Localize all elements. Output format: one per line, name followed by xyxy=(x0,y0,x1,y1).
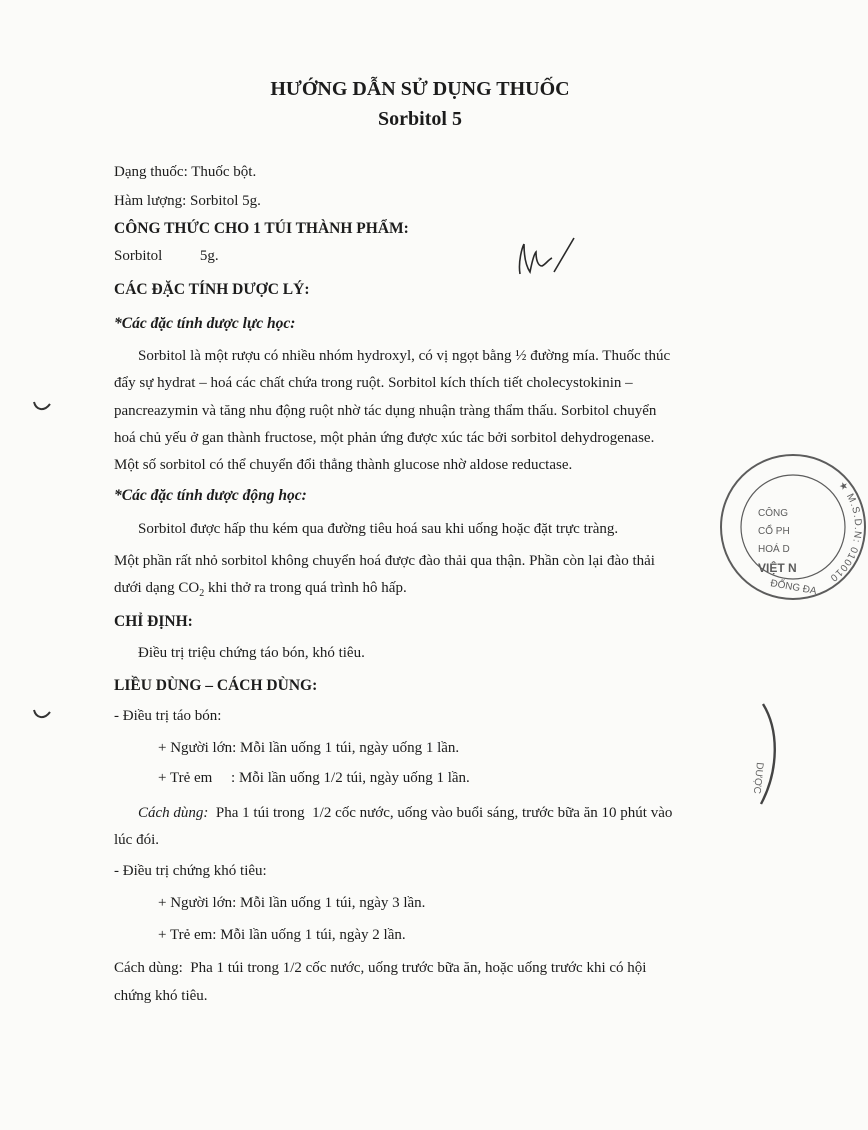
pd-line: hoá chủ yếu ở gan thành fructose, một phản ứng được xúc tác bởi sorbitol dehydrogenase. xyxy=(114,430,655,446)
pharmacokinetics-heading: *Các đặc tính dược động học: xyxy=(114,487,307,504)
pd-line: pancreazymin và tăng nhu động ruột nhờ tác dụng nhuận tràng thẩm thấu. Sorbitol chuyển xyxy=(114,403,657,419)
punch-hole-mark xyxy=(32,706,52,722)
punch-hole-mark xyxy=(32,398,52,414)
document-title: HƯỚNG DẪN SỬ DỤNG THUỐC xyxy=(270,78,570,100)
svg-text:DƯỢC: DƯỢC xyxy=(750,761,765,795)
pk-line: Một phần rất nhỏ sorbitol không chuyển hoá được đào thải qua thận. Phần còn lại đào thải xyxy=(114,553,655,569)
dyspepsia-label: - Điều trị chứng khó tiêu: xyxy=(114,863,267,879)
indication-heading: CHỈ ĐỊNH: xyxy=(114,613,193,630)
margin-seal xyxy=(735,700,785,810)
constipation-adult: + Người lớn: Mỗi lần uống 1 túi, ngày uống 1 lần. xyxy=(158,740,460,756)
svg-text:CỔ PH: CỔ PH xyxy=(758,526,790,537)
pharmacology-heading: CÁC ĐẶC TÍNH DƯỢC LÝ: xyxy=(114,281,310,298)
pd-line: đẩy sự hydrat – hoá các chất chứa trong ruột. Sorbitol kích thích tiết cholecystokinin – xyxy=(114,375,633,391)
company-stamp xyxy=(718,452,868,602)
svg-text:CÔNG: CÔNG xyxy=(758,508,788,519)
pd-line: Một số sorbitol có thể chuyển đổi thẳng thành glucose nhờ aldose reductase. xyxy=(114,457,573,473)
dyspepsia-usage: Cách dùng: Pha 1 túi trong 1/2 cốc nước, uống trước bữa ăn, hoặc uống trước khi có hội xyxy=(114,960,647,976)
pk-line-co2: dưới dạng $CO_2$ khi thở ra trong quá trình hô hấp. xyxy=(114,580,407,599)
document-subtitle: Sorbitol 5 xyxy=(378,108,462,130)
dyspepsia-adult: + Người lớn: Mỗi lần uống 1 túi, ngày 3 lần. xyxy=(158,895,426,911)
pd-line: Sorbitol là một rượu có nhiều nhóm hydroxyl, có vị ngọt bằng ½ đường mía. Thuốc thúc xyxy=(138,348,671,364)
dosage-heading: LIỀU DÙNG – CÁCH DÙNG: xyxy=(114,677,318,694)
composition-heading: CÔNG THỨC CHO 1 TÚI THÀNH PHẨM: xyxy=(114,220,409,237)
indication-text: Điều trị triệu chứng táo bón, khó tiêu. xyxy=(138,645,365,661)
composition-line: Sorbitol 5g. xyxy=(114,248,219,264)
pk-line: Sorbitol được hấp thu kém qua đường tiêu hoá sau khi uống hoặc đặt trực tràng. xyxy=(138,521,619,537)
constipation-usage-cont: lúc đói. xyxy=(114,832,159,848)
svg-text:ĐỐNG ĐA: ĐỐNG ĐA xyxy=(769,578,818,598)
constipation-label: - Điều trị táo bón: xyxy=(114,708,222,724)
dosage-form: Dạng thuốc: Thuốc bột. xyxy=(114,164,257,180)
svg-text:HOÁ D: HOÁ D xyxy=(758,544,790,555)
strength: Hàm lượng: Sorbitol 5g. xyxy=(114,193,261,209)
constipation-usage: Cách dùng: Pha 1 túi trong 1/2 cốc nước, uống vào buổi sáng, trước bữa ăn 10 phút vào xyxy=(138,805,673,821)
handwritten-initials xyxy=(512,232,580,282)
dyspepsia-child: + Trẻ em: Mỗi lần uống 1 túi, ngày 2 lần. xyxy=(158,927,406,943)
constipation-child: + Trẻ em : Mỗi lần uống 1/2 túi, ngày uống 1 lần. xyxy=(158,770,470,786)
pharmacodynamics-heading: *Các đặc tính dược lực học: xyxy=(114,315,296,332)
svg-text:★ M.S.D.N: 010010: ★ M.S.D.N: 010010 xyxy=(827,479,864,584)
svg-text:VIỆT N: VIỆT N xyxy=(758,561,797,575)
dyspepsia-usage-cont: chứng khó tiêu. xyxy=(114,988,208,1004)
